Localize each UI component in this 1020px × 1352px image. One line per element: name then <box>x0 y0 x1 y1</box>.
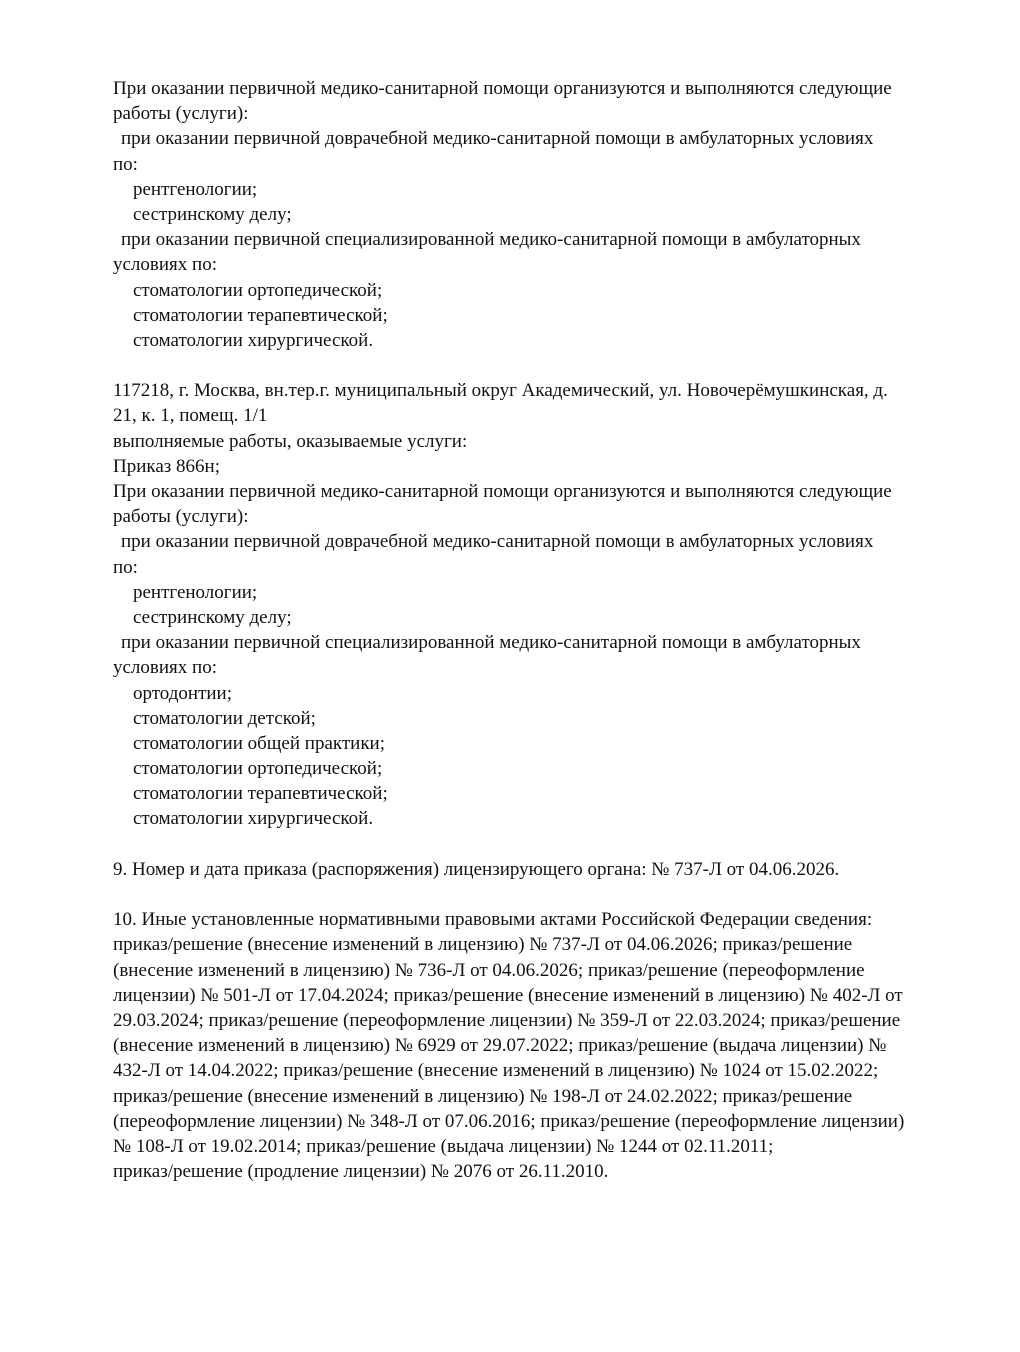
services-intro-line: При оказании первичной медико-санитарной помощи организуются и выполняются следующие <box>113 481 892 502</box>
prehospital-care-heading: по: <box>113 153 138 175</box>
other-information-line: 29.03.2024; приказ/решение (переоформление лицензии) № 359-Л от 22.03.2024; приказ/решение <box>113 1009 901 1031</box>
service-list-item: стоматологии терапевтической; <box>133 304 388 326</box>
service-list-item: стоматологии детской; <box>133 707 316 729</box>
other-information-line: № 108-Л от 19.02.2014; приказ/решение (выдача лицензии) № 1244 от 02.11.2011; <box>113 1135 774 1157</box>
address-line: 21, к. 1, помещ. 1/1 <box>113 405 268 427</box>
other-information-line: лицензии) № 501-Л от 17.04.2024; приказ/решение (внесение изменений в лицензию) № 402-Л от <box>113 984 903 1006</box>
specialized-care-heading: условиях по: <box>113 657 217 679</box>
service-list-item: стоматологии терапевтической; <box>133 783 388 805</box>
service-list-item: стоматологии ортопедической; <box>133 758 383 780</box>
prehospital-care-heading: по: <box>113 556 138 578</box>
prehospital-care-heading: при оказании первичной доврачебной медико-санитарной помощи в амбулаторных условиях <box>121 531 874 553</box>
services-intro-line: При оказании первичной медико-санитарной помощи организуются и выполняются следующие <box>113 78 892 99</box>
other-information-line: 10. Иные установленные нормативными правовыми актами Российской Федерации сведения: <box>113 909 873 931</box>
services-section-second <box>113 378 993 831</box>
services-intro-line: работы (услуги): <box>113 103 249 125</box>
document-page <box>113 76 993 1184</box>
specialized-care-heading: условиях по: <box>113 254 217 276</box>
service-list-item: стоматологии хирургической. <box>133 329 374 351</box>
other-information-line: (внесение изменений в лицензию) № 6929 от 29.07.2022; приказ/решение (выдача лицензии) № <box>113 1035 887 1057</box>
prehospital-care-heading: при оказании первичной доврачебной медико-санитарной помощи в амбулаторных условиях <box>121 128 874 150</box>
service-list-item: сестринскому делу; <box>133 606 292 628</box>
paragraph-spacer <box>113 353 993 378</box>
other-information-line: приказ/решение (внесение изменений в лицензию) № 198-Л от 24.02.2022; приказ/решение <box>113 1085 853 1107</box>
address-line: 117218, г. Москва, вн.тер.г. муниципальный округ Академический, ул. Новочерёмушкинская, д. <box>113 380 888 402</box>
works-label: выполняемые работы, оказываемые услуги: <box>113 430 468 452</box>
service-list-item: сестринскому делу; <box>133 203 292 225</box>
order-reference: Приказ 866н; <box>113 455 220 477</box>
service-list-item: рентгенологии; <box>133 581 258 603</box>
service-list-item: ортодонтии; <box>133 682 233 704</box>
other-information-line: приказ/решение (внесение изменений в лицензию) № 737-Л от 04.06.2026; приказ/решение <box>113 934 853 956</box>
other-information-line: приказ/решение (продление лицензии) № 2076 от 26.11.2010. <box>113 1161 609 1183</box>
license-order-number: 9. Номер и дата приказа (распоряжения) лицензирующего органа: № 737-Л от 04.06.2026. <box>113 858 840 880</box>
other-information-section <box>113 907 993 1184</box>
other-information-line: 432-Л от 14.04.2022; приказ/решение (внесение изменений в лицензию) № 1024 от 15.02.2022; <box>113 1060 879 1082</box>
paragraph-spacer <box>113 832 993 857</box>
specialized-care-heading: при оказании первичной специализированной медико-санитарной помощи в амбулаторных <box>121 632 861 654</box>
other-information-line: (внесение изменений в лицензию) № 736-Л от 04.06.2026; приказ/решение (переоформление <box>113 959 865 981</box>
other-information-line: (переоформление лицензии) № 348-Л от 07.06.2016; приказ/решение (переоформление лицензии) <box>113 1110 905 1132</box>
specialized-care-heading: при оказании первичной специализированной медико-санитарной помощи в амбулаторных <box>121 229 861 251</box>
service-list-item: стоматологии общей практики; <box>133 732 386 754</box>
service-list-item: рентгенологии; <box>133 178 258 200</box>
paragraph-spacer <box>113 882 993 907</box>
service-list-item: стоматологии ортопедической; <box>133 279 383 301</box>
service-list-item: стоматологии хирургической. <box>133 808 374 830</box>
services-section-first <box>113 76 993 353</box>
services-intro-line: работы (услуги): <box>113 506 249 528</box>
